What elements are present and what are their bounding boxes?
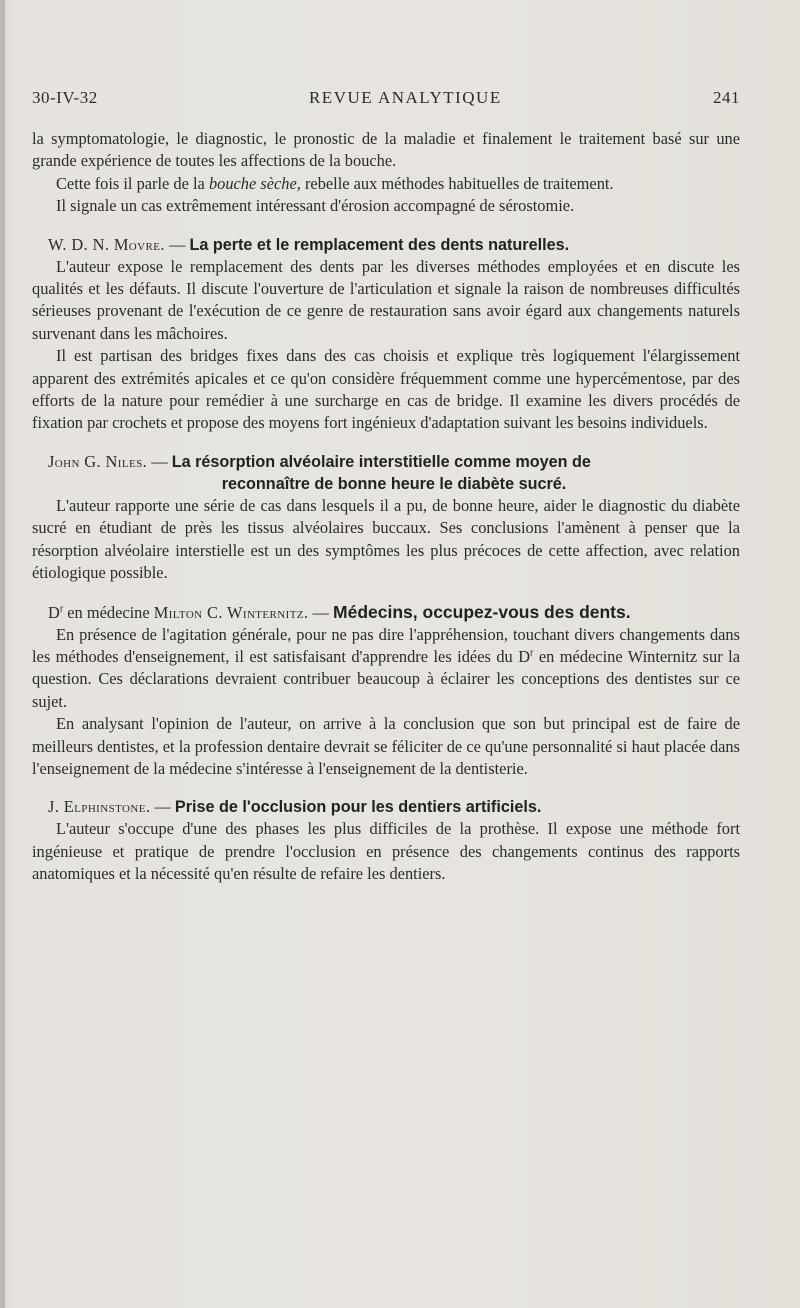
- author-name: J. Elphinstone.: [48, 797, 151, 817]
- running-header: [32, 88, 740, 108]
- article-heading-movre: W. D. N. Movre. — La perte et le remplacement des dents naturelles.: [48, 234, 570, 254]
- article-title-line-2: reconnaître de bonne heure le diabète sucré.: [221, 474, 567, 493]
- author-name: John G. Niles.: [48, 451, 148, 471]
- emphasis-bouche-seche: bouche sèche,: [208, 173, 301, 193]
- article-heading-niles: John G. Niles. — La résorption alvéolaire interstitielle comme moyen de reconnaître de bonne heure le diabète sucré.: [32, 451, 740, 495]
- article-paragraph: En présence de l'agitation générale, pour ne pas dire l'appréhension, touchant divers changements dans les méthodes d'enseignement, il est satisfaisant d'apprendre les idées du $D^r$ en médecine Winternitz sur la question. Ces déclarations devraient contribuer beaucoup à éclairer les conceptions des dentistes sur ce sujet.: [32, 624, 741, 711]
- article-paragraph: Il est partisan des bridges fixes dans des cas choisis et explique très logiquement l'élargissement apparent des extrémités apicales et ce qu'on considère fréquemment comme une hypercémentose, par des efforts de la nature pour remédier à une surcharge en cas de bridge. Il examine les divers procédés de fixation par crochets et propose des moyens fort ingénieux d'adaptation suivant les besoins individuels.: [32, 346, 740, 433]
- article-body: [32, 128, 740, 886]
- article-paragraph: L'auteur expose le remplacement des dents par les diverses méthodes employées et en discute les qualités et les défauts. Il discute l'ouverture de l'articulation et signale la raison de nombreuses difficultés sérieuses provenant de l'exécution de ce genre de restauration sans avoir égard aux changements naturels survenant dans les mâchoires.: [32, 256, 740, 343]
- article-paragraph: L'auteur rapporte une série de cas dans lesquels il a pu, de bonne heure, aider le diagnostic du diabète sucré en étudiant de près les tissus alvéolaires buccaux. Ses conclusions l'amènent à penser que la résorption alvéolaire interstielle est un des symptômes les plus précoces de cette affection, avec relation étiologique possible.: [32, 495, 740, 583]
- intro-paragraph-3: Il signale un cas extrêmement intéressant d'érosion accompagné de sérostomie.: [56, 196, 575, 216]
- article-title: La perte et le remplacement des dents naturelles.: [189, 235, 570, 254]
- intro-paragraph-2: Cette fois il parle de la bouche sèche, rebelle aux méthodes habituelles de traitement.: [56, 173, 614, 193]
- article-paragraph: L'auteur s'occupe d'une des phases les plus difficiles de la prothèse. Il expose une méthode fort ingénieuse et pratique de prendre l'occlusion en présence des changements continus des rapports anatomiques et la nécessité qu'en résulte de refaire les dentiers.: [32, 819, 740, 884]
- intro-paragraph-1: la symptomatologie, le diagnostic, le pronostic de la maladie et finalement le traitement basé sur une grande expérience de toutes les affections de la bouche.: [32, 129, 740, 171]
- author-name: W. D. N. Movre.: [48, 234, 165, 254]
- article-title: Prise de l'occlusion pour les dentiers artificiels.: [174, 798, 542, 817]
- header-title: REVUE ANALYTIQUE: [308, 88, 502, 107]
- page-number: 241: [712, 88, 740, 107]
- article-heading-elphinstone: J. Elphinstone. — Prise de l'occlusion pour les dentiers artificiels.: [48, 797, 542, 817]
- article-heading-winternitz: $D^r$ en médecine Milton C. Winternitz. — Médecins, occupez-vous des dents.: [48, 601, 631, 622]
- article-title: La résorption alvéolaire interstitielle comme moyen de: [171, 452, 591, 471]
- article-title: Médecins, occupez-vous des dents.: [333, 601, 631, 622]
- author-name: Milton C. Winternitz.: [153, 602, 309, 622]
- header-date: 30-IV-32: [32, 88, 98, 107]
- article-paragraph: En analysant l'opinion de l'auteur, on arrive à la conclusion que son but principal est de faire de meilleurs dentistes, et la profession dentaire devrait se féliciter de ce qu'une personnalité si haut placée dans l'enseignement de la médecine s'intéresse à l'enseignement de la dentisterie.: [32, 714, 740, 778]
